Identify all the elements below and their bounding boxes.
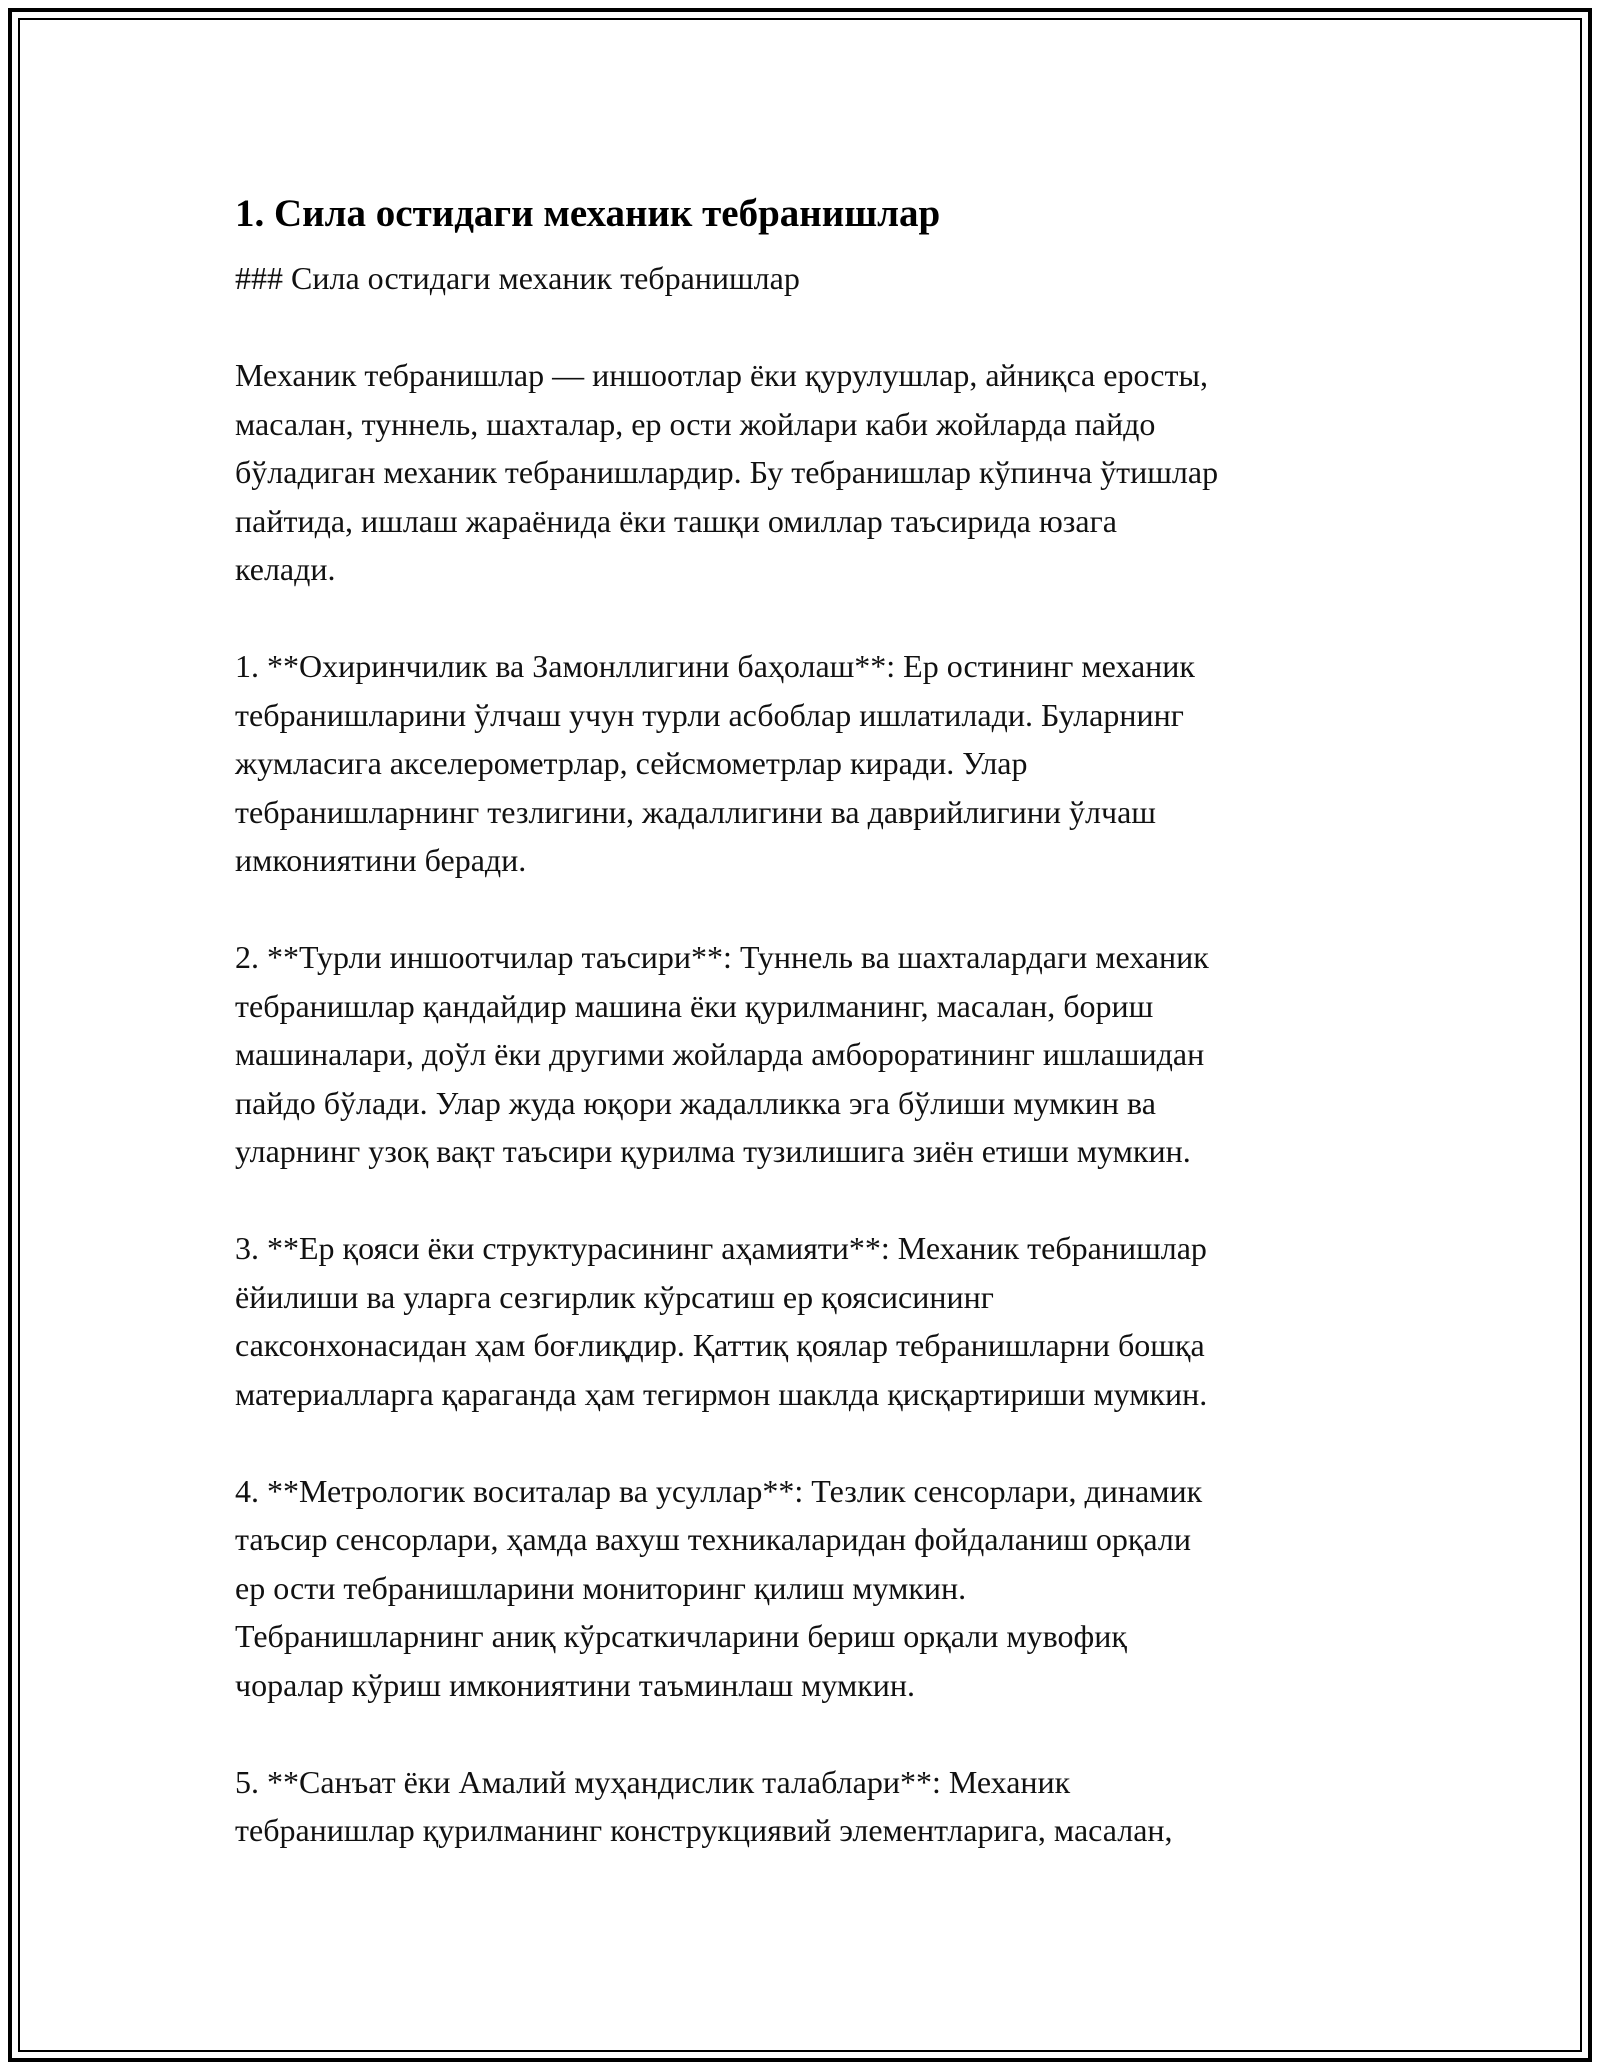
list-item-3: 3. **Ер қояси ёки структурасининг аҳамияти**: Механик тебранишлар ёйилиши ва уларга сезгирлик кўрсатиш ер қоясисининг саксонхонасидан ҳам боғлиқдир. Қаттиқ қоялар тебранишларни бошқа материалларга қараганда ҳам тегирмон шаклда қисқартириши мумкин. (235, 1230, 1208, 1412)
markdown-subheading: ### Сила остидаги механик тебранишлар (235, 260, 800, 296)
list-item-2: 2. **Турли иншоотчилар таъсири**: Туннель ва шахталардаги механик тебранишлар қандайдир машина ёки қурилманинг, масалан, бориш машиналари, доўл ёки другими жойларда амборoратининг ишлашидан пайдо бўлади. Улар жуда юқори жадалликка эга бўлиши мумкин ва уларнинг узоқ вақт таъсири қурилма тузилишига зиён етиши мумкин. (235, 939, 1209, 1169)
list-item-4: 4. **Метрологик воситалар ва усуллар**: Тезлик сенсорлари, динамик таъсир сенсорлари, ҳамда вахуш техникаларидан фойдаланиш орқали ер ости тебранишларини мониторинг қилиш мумкин. Тебранишларнинг аниқ кўрсаткичларини бериш орқали мувофиқ чоралар кўриш имкониятини таъминлаш мумкин. (235, 1472, 1203, 1703)
document-body (235, 186, 1375, 1855)
document-title: 1. Сила остидаги механик тебранишлар (235, 192, 941, 235)
list-item-5: 5. **Санъат ёки Амалий муҳандислик талаблари**: Механик тебранишлар қурилманинг конструкциявий элементларига, масалан, (235, 1763, 1173, 1848)
list-item-1: 1. **Охиринчилик ва Замонллигини баҳолаш**: Ер остининг механик тебранишларини ўлчаш учун турли асбоблар ишлатилади. Буларнинг жумласига акселерометрлар, сейсмометрлар киради. Улар тебранишларнинг тезлигини, жадаллигини ва даврийлигини ўлчаш имкониятини беради. (235, 648, 1195, 878)
intro-paragraph: Механик тебранишлар — иншоотлар ёки қурулушлар, айниқса еросты, масалан, туннель, шахталар, ер ости жойлари каби жойларда пайдо бўладиган механик тебранишлардир. Бу тебранишлар кўпинча ўтишлар пайтида, ишлаш жараёнида ёки ташқи омиллар таъсирида юзага келади. (235, 357, 1219, 587)
